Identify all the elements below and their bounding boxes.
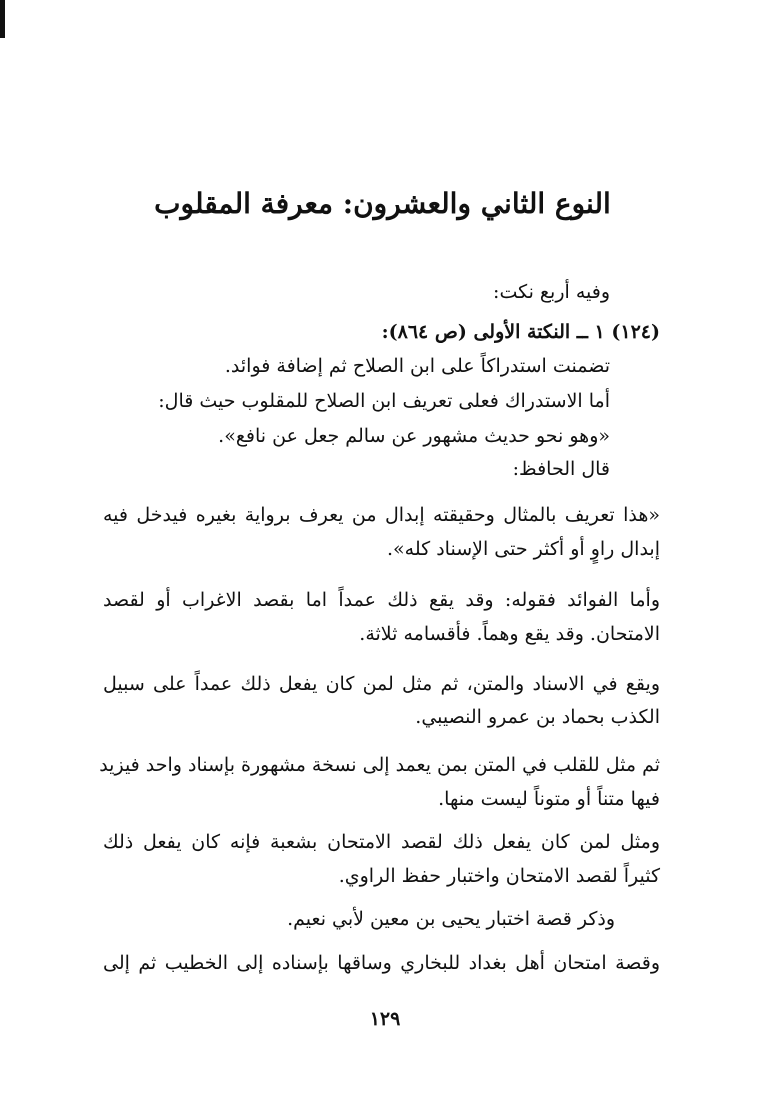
scan-edge-mark bbox=[0, 0, 5, 38]
text-line-4: قال الحافظ: bbox=[512, 458, 610, 480]
text-line-3: «وهو نحو حديث مشهور عن سالم جعل عن نافع». bbox=[218, 425, 610, 447]
section-heading: (١٢٤) ١ ــ النكتة الأولى (ص ٨٦٤): bbox=[381, 321, 660, 343]
paragraph-7-line-1: وقصة امتحان أهل بغداد للبخاري وساقها بإسناده إلى الخطيب ثم إلى bbox=[103, 952, 660, 974]
paragraph-3-line-1: ويقع في الاسناد والمتن، ثم مثل لمن كان يفعل ذلك عمداً على سبيل bbox=[103, 673, 660, 695]
text-line-1: تضمنت استدراكاً على ابن الصلاح ثم إضافة فوائد. bbox=[224, 355, 610, 377]
paragraph-5-line-1: ومثل لمن كان يفعل ذلك لقصد الامتحان بشعبة فإنه كان يفعل ذلك bbox=[103, 831, 660, 853]
paragraph-1-line-2: إبدال راوٍ أو أكثر حتى الإسناد كله». bbox=[386, 538, 660, 560]
text-line-2: أما الاستدراك فعلى تعريف ابن الصلاح للمقلوب حيث قال: bbox=[158, 390, 610, 412]
intro-line: وفيه أربع نكت: bbox=[493, 281, 610, 303]
paragraph-4-line-2: فيها متناً أو متوناً ليست منها. bbox=[438, 788, 660, 810]
paragraph-2-line-1: وأما الفوائد فقوله: وقد يقع ذلك عمداً اما بقصد الاغراب أو لقصد bbox=[103, 589, 661, 611]
paragraph-6: وذكر قصة اختبار يحيى بن معين لأبي نعيم. bbox=[287, 908, 615, 930]
paragraph-4-line-1: ثم مثل للقلب في المتن بمن يعمد إلى نسخة مشهورة بإسناد واحد فيزيد bbox=[99, 754, 660, 776]
paragraph-1-line-1: «هذا تعريف بالمثال وحقيقته إبدال من يعرف برواية بغيره فيدخل فيه bbox=[103, 504, 660, 526]
paragraph-2-line-2: الامتحان. وقد يقع وهماً. فأقسامه ثلاثة. bbox=[359, 623, 660, 645]
paragraph-3-line-2: الكذب بحماد بن عمرو النصيبي. bbox=[415, 706, 660, 728]
page-number: ١٢٩ bbox=[369, 1008, 401, 1030]
chapter-title: النوع الثاني والعشرون: معرفة المقلوب bbox=[154, 187, 611, 220]
paragraph-5-line-2: كثيراً لقصد الامتحان واختبار حفظ الراوي. bbox=[338, 865, 660, 887]
